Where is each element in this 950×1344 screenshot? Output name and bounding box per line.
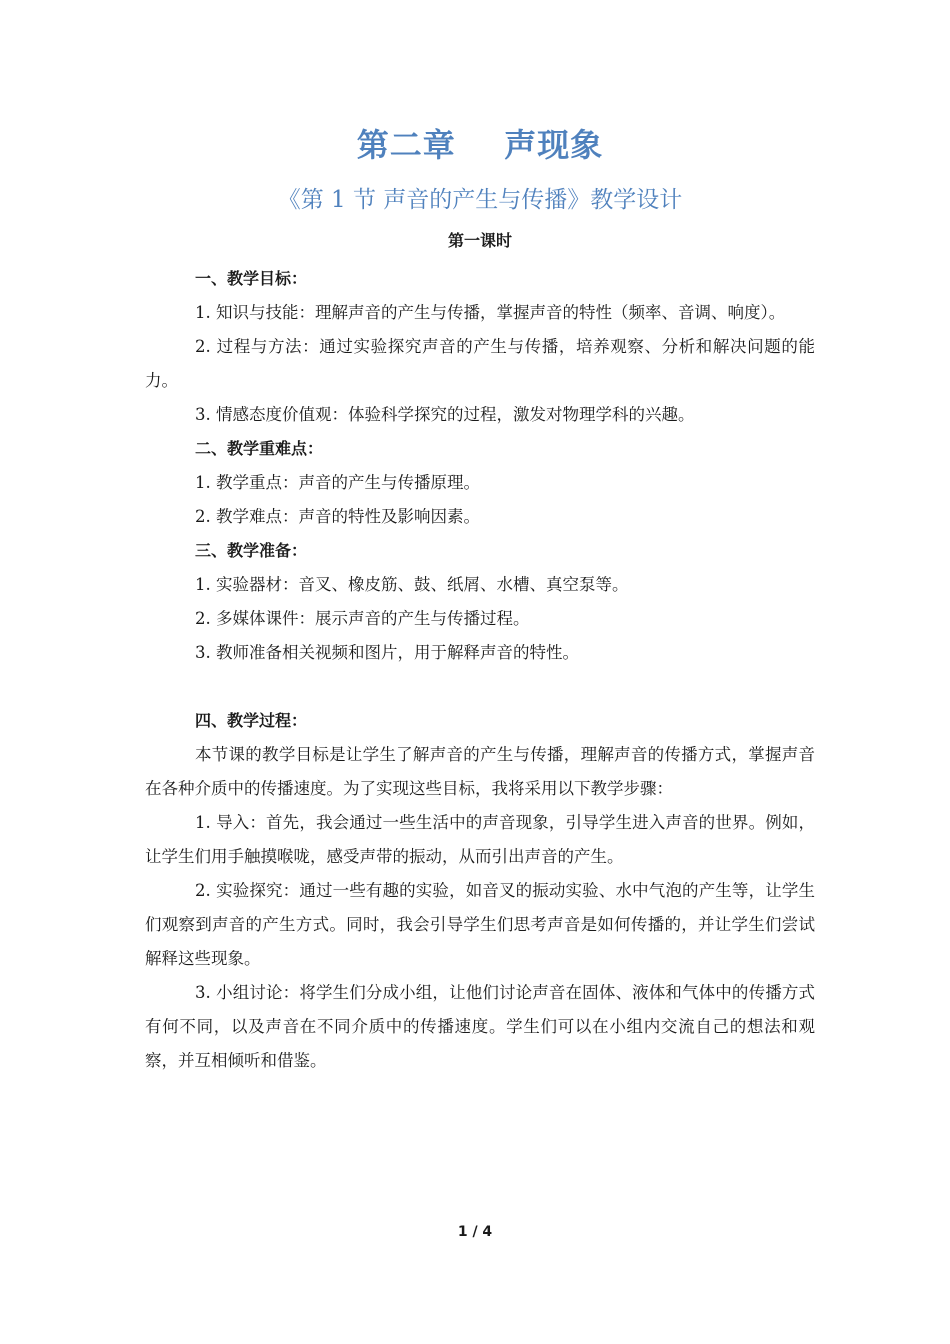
section-heading: 四、教学过程： xyxy=(195,711,308,730)
section-teaching-goals xyxy=(145,262,815,432)
paragraph: 2. 教学难点：声音的特性及影响因素。 xyxy=(195,507,480,526)
paragraph: 1. 实验器材：音叉、橡皮筋、鼓、纸屑、水槽、真空泵等。 xyxy=(195,575,629,594)
paragraph: 3. 小组讨论：将学生们分成小组，让他们讨论声音在固体、液体和气体中的传播方式有何不同，以及声音在不同介质中的传播速度。学生们可以在小组内交流自己的想法和观察，并互相倾听和借鉴。 xyxy=(145,983,815,1070)
section-key-points xyxy=(145,432,815,534)
page-number: 1 / 4 xyxy=(457,1224,493,1240)
blank-line xyxy=(145,670,815,704)
section-teaching-process xyxy=(145,704,815,1078)
section-heading: 一、教学目标： xyxy=(195,269,308,288)
period-label: 第一课时 xyxy=(447,231,512,250)
section-preparation xyxy=(145,534,815,670)
chapter-title: 第二章 声现象 xyxy=(356,126,604,164)
section-heading: 三、教学准备： xyxy=(195,541,308,560)
section-heading: 二、教学重难点： xyxy=(195,439,324,458)
paragraph: 3. 情感态度价值观：体验科学探究的过程，激发对物理学科的兴趣。 xyxy=(195,405,695,424)
paragraph: 2. 过程与方法：通过实验探究声音的产生与传播，培养观察、分析和解决问题的能力。 xyxy=(145,337,815,390)
paragraph: 2. 实验探究：通过一些有趣的实验，如音叉的振动实验、水中气泡的产生等，让学生们观察到声音的产生方式。同时，我会引导学生们思考声音是如何传播的，并让学生们尝试解释这些现象。 xyxy=(145,881,815,968)
paragraph: 3. 教师准备相关视频和图片，用于解释声音的特性。 xyxy=(195,643,579,662)
document-page xyxy=(145,118,815,1078)
lesson-title: 《第 1 节 声音的产生与传播》教学设计 xyxy=(277,187,683,213)
paragraph: 1. 知识与技能：理解声音的产生与传播，掌握声音的特性（频率、音调、响度）。 xyxy=(195,303,786,322)
paragraph: 本节课的教学目标是让学生了解声音的产生与传播，理解声音的传播方式，掌握声音在各种介质中的传播速度。为了实现这些目标，我将采用以下教学步骤： xyxy=(145,745,815,798)
paragraph: 1. 导入：首先，我会通过一些生活中的声音现象，引导学生进入声音的世界。例如，让学生们用手触摸喉咙，感受声带的振动，从而引出声音的产生。 xyxy=(145,813,815,866)
paragraph: 1. 教学重点：声音的产生与传播原理。 xyxy=(195,473,480,492)
paragraph: 2. 多媒体课件：展示声音的产生与传播过程。 xyxy=(195,609,530,628)
